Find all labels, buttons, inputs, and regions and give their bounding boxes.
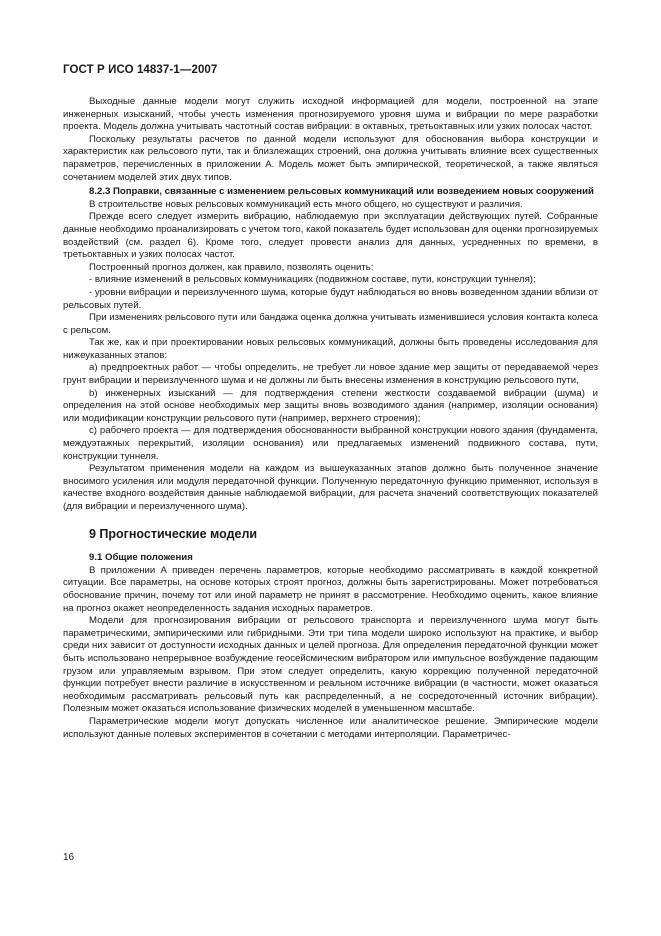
- list-item: - уровни вибрации и переизлученного шума, которые будут наблюдаться во вновь возведенном здании вблизи от рельсовых путей.: [63, 286, 598, 311]
- paragraph: В строительстве новых рельсовых коммуникаций есть много общего, но существуют и различия.: [89, 198, 523, 210]
- paragraph: Так же, как и при проектировании новых рельсовых коммуникаций, должны быть проведены исследования для нижеуказанных этапов:: [63, 337, 598, 361]
- paragraph: Выходные данные модели могут служить исходной информацией для модели, построенной на этапе инженерных изысканий, чтобы учесть изменения прогнозируемого уровня шума и вибрации по мере разработки проекта. Модель должна учитывать частотный состав вибрации: в октавных, третьоктавных или узких полосах частот.: [63, 96, 598, 133]
- paragraph: Модели для прогнозирования вибрации от рельсового транспорта и переизлученного шума могут быть параметрическими, эмпирическими или гибридными. Эти три типа модели широко используют на практике, и выбор среди них зависит от доступности исходных данных и целей прогноза. Для определения передаточной функции может быть использовано непрерывное возбуждение геосейсмическим вибратором или импульсное возбуждение падающим грузом или управляемым взрывом. При этом следует определить, какую коррекцию полученной передаточной функции потребует внести различие в искусственном и реальном источнике вибрации (в частности, может оказаться необходимым рассматривать рельсовый путь как распределенный, а не сосредоточенный источник вибрации). Полезным может оказаться использование физических моделей в уменьшенном масштабе.: [63, 615, 598, 715]
- page-content: [63, 96, 598, 741]
- page-number: 16: [63, 852, 75, 863]
- paragraph: Результатом применения модели на каждом из вышеуказанных этапов должно быть полученное значение вносимого усиления или модуля передаточной функции. Полученную передаточную функцию применяют, используя в качестве входного воздействия данные наблюдаемой вибрации, для расчета значений соответствующих показателей (для вибрации и переизлученного шума).: [63, 463, 598, 512]
- subsection-heading-8-2-3: 8.2.3 Поправки, связанные с изменением рельсовых коммуникаций или возведением новых сооружений: [89, 186, 594, 198]
- section-heading-9: 9 Прогностические модели: [89, 526, 258, 541]
- list-item: a) предпроектных работ — чтобы определить, не требует ли новое здание мер защиты от передаваемой через грунт вибрации и переизлученного шума и не должны ли быть внесены изменения в конструкцию рельсового пути,: [63, 362, 598, 387]
- standard-header: ГОСТ Р ИСО 14837-1—2007: [63, 64, 218, 76]
- paragraph: Построенный прогноз должен, как правило, позволять оценить:: [89, 261, 374, 273]
- list-item: - влияние изменений в рельсовых коммуникациях (подвижном составе, пути, конструкции туннеля);: [89, 274, 536, 286]
- paragraph: Прежде всего следует измерить вибрацию, наблюдаемую при эксплуатации действующих путей. Собранные данные необходимо проанализировать с учетом того, какой показатель будет использован для оценки прогнозируемых воздействий (см. раздел 6). Кроме того, следует провести анализ для данных, усредненных по времени, в третьоктавных и узких полосах частот.: [63, 211, 598, 261]
- list-item: b) инженерных изысканий — для подтверждения степени жесткости создаваемой вибрации (шума) и определения на этой основе необходимых мер защиты вновь возводимого здания (например, изоляции основания) или модификации конструкции рельсового пути (например, верхнего строения);: [63, 387, 598, 424]
- paragraph: В приложении А приведен перечень параметров, которые необходимо рассматривать в каждой конкретной ситуации. Все параметры, на основе которых строят прогноз, должны быть зарегистрированы. Может потребоваться обоснование причин, почему тот или иной параметр не принят в рассмотрение. Необходимо оценить, какое влияние на прогноз окажет неопределенность задания исходных параметров.: [63, 564, 598, 614]
- paragraph: При изменениях рельсового пути или бандажа оценка должна учитывать изменившиеся условия контакта колеса с рельсом.: [63, 312, 598, 336]
- paragraph: Параметрические модели могут допускать численное или аналитическое решение. Эмпирические модели используют данные полевых экспериментов в сочетании с методами интерполяции. Параметричес-: [63, 715, 598, 740]
- list-item: c) рабочего проекта — для подтверждения обоснованности выбранной конструкции нового здания (фундамента, междуэтажных перекрытий, изоляции основания) или предлагаемых изменений подвижного состава, пути, конструкции туннеля.: [63, 425, 598, 462]
- paragraph: Поскольку результаты расчетов по данной модели используют для обоснования выбора конструкции и характеристик как рельсового пути, так и близлежащих строений, она должна учитывать влияние всех существенных параметров, перечисленных в приложении А. Модель может быть эмпирической, теоретической, а также являться сочетанием моделей этих двух типов.: [63, 133, 598, 183]
- subsection-heading-9-1: 9.1 Общие положения: [89, 552, 193, 564]
